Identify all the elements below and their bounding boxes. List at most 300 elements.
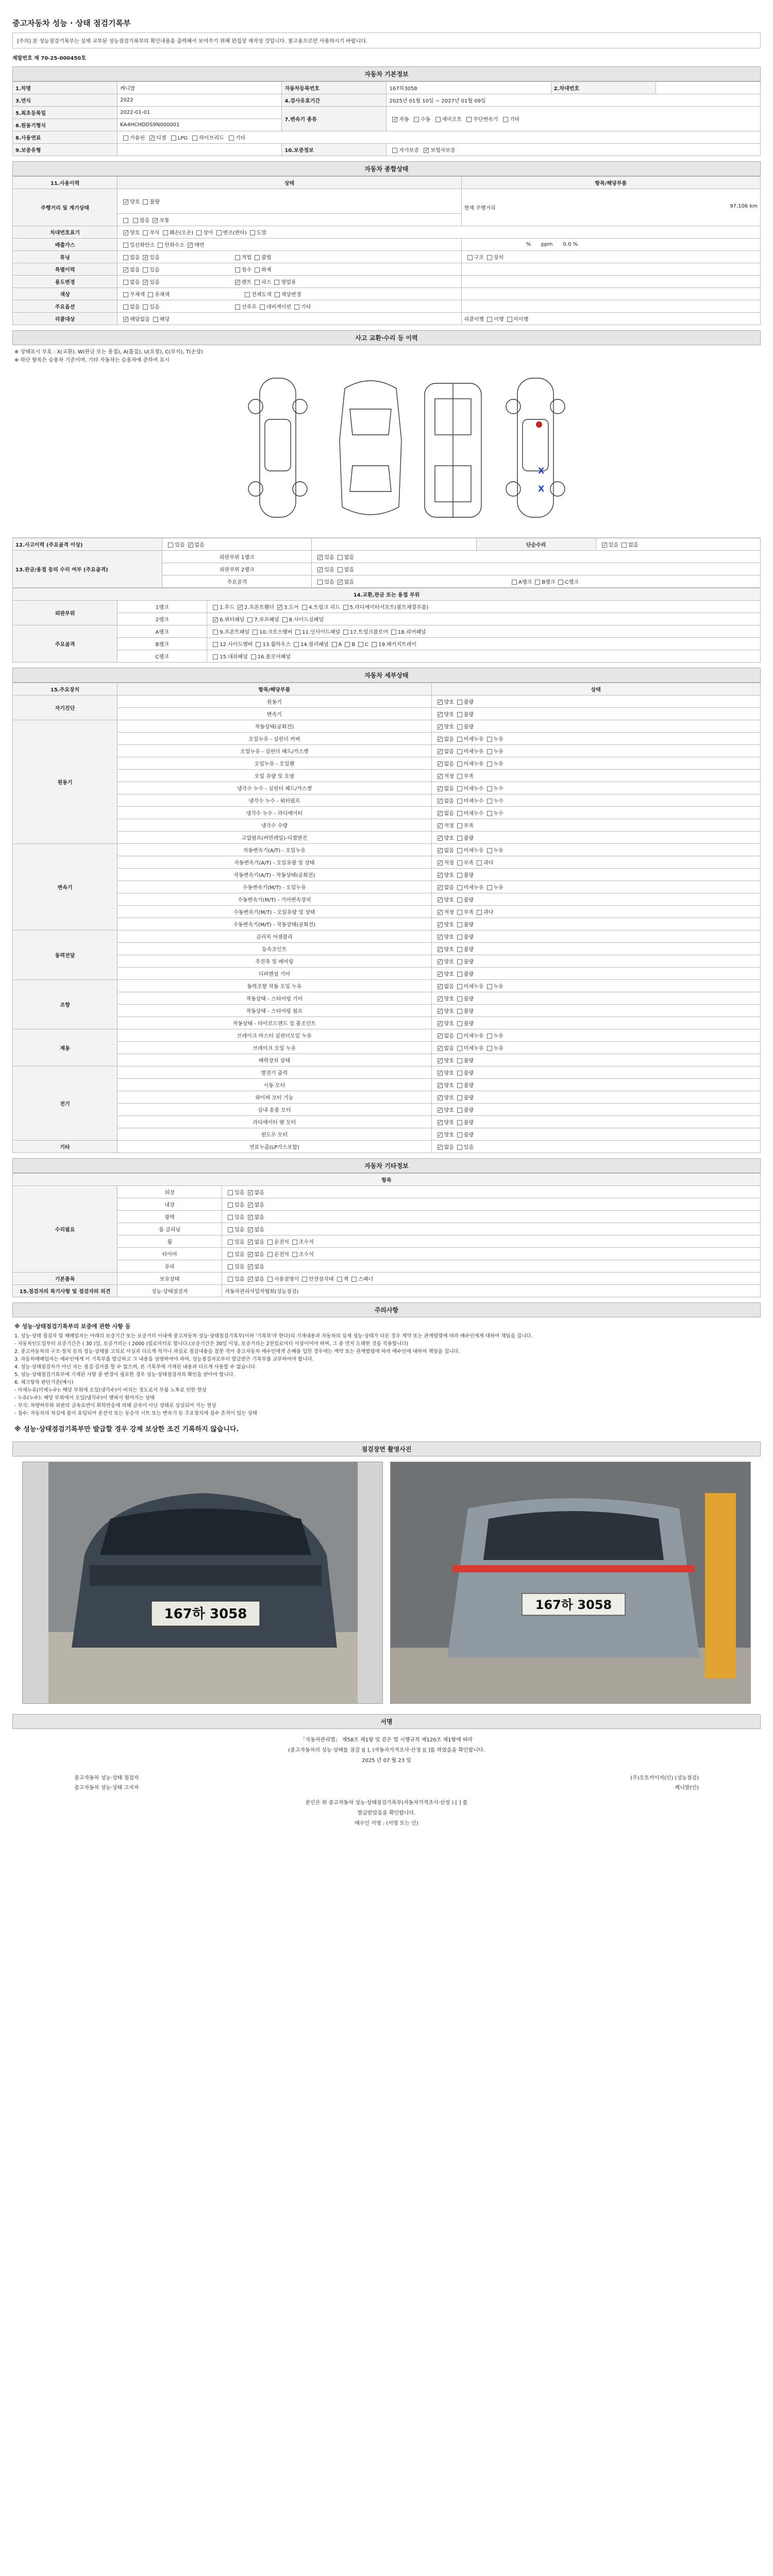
- checkbox[interactable]: [358, 642, 363, 647]
- option-label: 불량: [463, 1021, 474, 1027]
- other-status: [222, 1285, 761, 1297]
- checkbox[interactable]: [337, 1277, 342, 1282]
- option-label: 있음: [149, 267, 160, 273]
- checkbox[interactable]: [467, 255, 473, 260]
- checkbox[interactable]: [438, 774, 443, 779]
- checkbox[interactable]: [188, 243, 193, 248]
- option-label: 양호: [444, 1058, 454, 1064]
- checkbox[interactable]: [216, 230, 222, 235]
- checkbox[interactable]: [438, 885, 443, 890]
- checkbox[interactable]: [438, 1033, 443, 1039]
- checkbox[interactable]: [438, 786, 443, 791]
- checkbox[interactable]: [133, 218, 138, 223]
- checkbox[interactable]: [438, 1108, 443, 1113]
- checkbox[interactable]: [503, 117, 508, 122]
- checkbox[interactable]: [228, 1215, 233, 1220]
- detail-item: 냉각수 누수 - 실린더 헤드/가스켓: [117, 782, 431, 794]
- option-label: 장치: [493, 255, 504, 261]
- detail-status: [431, 992, 760, 1005]
- checkbox[interactable]: [457, 749, 462, 754]
- checkbox[interactable]: [487, 885, 492, 890]
- checkbox[interactable]: [294, 642, 299, 647]
- checkbox[interactable]: [228, 1202, 233, 1208]
- other-item: 타이어: [117, 1248, 222, 1260]
- checkbox[interactable]: [123, 218, 128, 223]
- detail-item: 고압펌프(커먼레일)-디젤엔진: [117, 832, 431, 844]
- detail-status: [431, 1091, 760, 1104]
- option-label: 영업용: [281, 280, 296, 285]
- basic-label: 7.변속기 종류: [282, 107, 386, 131]
- mileage-value: 97,106 km: [730, 204, 758, 209]
- checkbox[interactable]: [558, 580, 563, 585]
- rank-label: C랭크: [117, 650, 207, 663]
- detail-status: [431, 1128, 760, 1141]
- option-label: 누유: [493, 1033, 503, 1039]
- checkbox[interactable]: [438, 712, 443, 717]
- option-label: 양호: [444, 1120, 454, 1126]
- option-label: 있음: [463, 1145, 474, 1150]
- checkbox[interactable]: [438, 935, 443, 940]
- checkbox[interactable]: [457, 972, 462, 977]
- checkbox[interactable]: [267, 1240, 273, 1245]
- option-label: 없음: [254, 1215, 264, 1221]
- checkbox[interactable]: [391, 630, 396, 635]
- basic-value: 2025년 01월 10일 ~ 2027년 01월 09일: [386, 94, 761, 107]
- option-label: 없음: [444, 984, 454, 990]
- checkbox[interactable]: [457, 947, 462, 952]
- checkbox[interactable]: [143, 255, 148, 260]
- other-status: [222, 1248, 761, 1260]
- checkbox[interactable]: [457, 910, 462, 915]
- checkbox[interactable]: [438, 1120, 443, 1125]
- checkbox[interactable]: [457, 848, 462, 853]
- checkbox[interactable]: [438, 1132, 443, 1138]
- checkbox[interactable]: [507, 317, 512, 322]
- checkbox[interactable]: [487, 1033, 492, 1039]
- checkbox[interactable]: [424, 148, 429, 153]
- checkbox[interactable]: [238, 605, 243, 610]
- checkbox[interactable]: [438, 1009, 443, 1014]
- checkbox[interactable]: [158, 243, 163, 248]
- checkbox[interactable]: [457, 737, 462, 742]
- detail-item: 자동변속기(A/T) - 오일누유: [117, 844, 431, 856]
- detail-item: 라디에이터 팬 모터: [117, 1116, 431, 1128]
- checkbox[interactable]: [343, 630, 348, 635]
- checkbox[interactable]: [123, 267, 128, 273]
- checkbox[interactable]: [457, 1083, 462, 1088]
- checkbox[interactable]: [457, 799, 462, 804]
- checkbox[interactable]: [457, 1058, 462, 1063]
- option-label: 도말: [257, 230, 267, 236]
- checkbox[interactable]: [438, 799, 443, 804]
- basic-value: [656, 82, 760, 94]
- checkbox[interactable]: [248, 1277, 253, 1282]
- checkbox[interactable]: [123, 135, 128, 141]
- checkbox[interactable]: [457, 897, 462, 903]
- checkbox[interactable]: [457, 1108, 462, 1113]
- option-label: 누유: [493, 737, 503, 742]
- checkbox[interactable]: [213, 642, 218, 647]
- checkbox[interactable]: [267, 1277, 273, 1282]
- checkbox[interactable]: [248, 1252, 253, 1257]
- checkbox[interactable]: [143, 199, 148, 205]
- option-label: 세미오토: [442, 117, 462, 123]
- checkbox[interactable]: [438, 700, 443, 705]
- checkbox[interactable]: [438, 1046, 443, 1051]
- checkbox[interactable]: [235, 255, 240, 260]
- checkbox[interactable]: [438, 823, 443, 828]
- checkbox[interactable]: [487, 317, 492, 322]
- checkbox[interactable]: [457, 1046, 462, 1051]
- option-label: 디젤: [156, 135, 166, 141]
- checkbox[interactable]: [302, 1277, 307, 1282]
- checkbox[interactable]: [168, 543, 173, 548]
- caution-line: 5. 성능·상태점검기록부에 기재된 사항 중 변경이 필요한 경우 성능·상태점검자의 확인을 받아야 합니다.: [14, 1372, 235, 1378]
- checkbox[interactable]: [438, 897, 443, 903]
- checkbox[interactable]: [438, 1071, 443, 1076]
- buyer-signature-line[interactable]: 매수인 서명 : (서명 또는 인): [355, 1821, 418, 1826]
- detail-item: 오일누유 - 실린더 커버: [117, 733, 431, 745]
- checkbox[interactable]: [457, 1095, 462, 1100]
- option-label: 양호: [444, 1071, 454, 1076]
- checkbox[interactable]: [188, 543, 193, 548]
- option-label: 불법: [261, 255, 272, 261]
- checkbox[interactable]: [602, 543, 607, 548]
- checkbox[interactable]: [143, 304, 148, 310]
- checkbox[interactable]: [487, 799, 492, 804]
- checkbox[interactable]: [255, 255, 260, 260]
- checkbox[interactable]: [438, 724, 443, 730]
- checkbox[interactable]: [294, 304, 299, 310]
- checkbox[interactable]: [487, 811, 492, 816]
- checkbox[interactable]: [457, 922, 462, 927]
- checkbox[interactable]: [487, 984, 492, 989]
- part-label: 1.후드: [220, 605, 235, 611]
- checkbox[interactable]: [487, 848, 492, 853]
- checkbox[interactable]: [457, 873, 462, 878]
- checkbox[interactable]: [213, 630, 218, 635]
- caution-line: - 미세누유(미세누수): 해당 부위에 오일(냉각수)이 비치는 정도로서 부품 노후로 인한 현상: [14, 1387, 207, 1393]
- checkbox[interactable]: [228, 1190, 233, 1195]
- checkbox[interactable]: [438, 959, 443, 964]
- detail-item: 브레이크 오일 누유: [117, 1042, 431, 1054]
- checkbox[interactable]: [248, 1190, 253, 1195]
- option-label: 훼손(오손): [169, 230, 194, 236]
- checkbox[interactable]: [457, 774, 462, 779]
- checkbox[interactable]: [457, 1145, 462, 1150]
- checkbox[interactable]: [457, 836, 462, 841]
- checkbox[interactable]: [148, 292, 153, 297]
- option-label: 적정: [444, 823, 454, 829]
- detail-status: [431, 930, 760, 943]
- checkbox[interactable]: [457, 823, 462, 828]
- checkbox[interactable]: [292, 1240, 297, 1245]
- checkbox[interactable]: [143, 280, 148, 285]
- checkbox[interactable]: [487, 1046, 492, 1051]
- checkbox[interactable]: [123, 255, 128, 260]
- checkbox[interactable]: [248, 1240, 253, 1245]
- checkbox[interactable]: [438, 910, 443, 915]
- detail-item: 배력장치 상태: [117, 1054, 431, 1066]
- checkbox[interactable]: [302, 605, 307, 610]
- checkbox[interactable]: [438, 972, 443, 977]
- option-label: 누수: [493, 786, 503, 792]
- option-label: 누유: [493, 1046, 503, 1052]
- checkbox[interactable]: [248, 1215, 253, 1220]
- detail-status: [431, 832, 760, 844]
- option-label: 없음: [344, 567, 355, 573]
- cautions-title: ※ 성능·상태점검기록부의 보증에 관한 사항 등: [14, 1323, 131, 1330]
- checkbox[interactable]: [457, 984, 462, 989]
- option-label: 불량: [463, 922, 474, 928]
- checkbox[interactable]: [248, 1264, 253, 1269]
- checkbox[interactable]: [153, 218, 158, 223]
- checkbox[interactable]: [372, 642, 377, 647]
- checkbox[interactable]: [247, 617, 253, 622]
- option-label: 없음: [444, 1033, 454, 1039]
- checkbox[interactable]: [123, 199, 128, 205]
- option-label: 가솔린: [130, 135, 145, 141]
- checkbox[interactable]: [282, 617, 288, 622]
- checkbox[interactable]: [457, 1033, 462, 1039]
- checkbox[interactable]: [438, 1145, 443, 1150]
- checkbox[interactable]: [277, 605, 282, 610]
- checkbox[interactable]: [253, 630, 258, 635]
- checkbox[interactable]: [457, 700, 462, 705]
- checkbox[interactable]: [163, 230, 168, 235]
- row-label: 용도변경: [13, 276, 117, 288]
- checkbox[interactable]: [317, 567, 323, 572]
- checkbox[interactable]: [438, 922, 443, 927]
- checkbox[interactable]: [228, 1277, 233, 1282]
- checkbox[interactable]: [457, 885, 462, 890]
- checkbox[interactable]: [213, 605, 218, 610]
- checkbox[interactable]: [235, 267, 240, 273]
- parts-cell: [207, 650, 761, 663]
- section-cautions: 주의사항: [12, 1302, 761, 1317]
- detail-status: [431, 1066, 760, 1079]
- checkbox[interactable]: [457, 1132, 462, 1138]
- checkbox[interactable]: [457, 1009, 462, 1014]
- caution-line: 1. 성능·상태 점검자 및 매매업자는 아래의 보증기간 또는 보증거리 이내에 중고자동차 성능·상태점검기록부(이하 '기록부'라 한다)의 기재내용과 자동차의 실제 성능·상태가 다른 경우 계약 또는 관계법령에 따라 매수인에게 대하여 책임을 집니다.: [14, 1333, 533, 1339]
- checkbox[interactable]: [487, 761, 492, 767]
- option-label: 사용설명서: [274, 1277, 299, 1282]
- checkbox[interactable]: [435, 117, 441, 122]
- checkbox[interactable]: [438, 947, 443, 952]
- basic-value: 2022: [117, 94, 282, 107]
- checkbox[interactable]: [338, 567, 343, 572]
- checkbox[interactable]: [438, 860, 443, 866]
- checkbox[interactable]: [213, 617, 218, 622]
- checkbox[interactable]: [245, 292, 250, 297]
- caution-line: 4. 성능·상태점검자가 아닌 자는 점검·검사를 할 수 없으며, 본 기록부에 기재된 내용과 다르게 사용할 수 없습니다.: [14, 1364, 257, 1370]
- detail-status: [431, 1116, 760, 1128]
- checkbox[interactable]: [438, 1021, 443, 1026]
- checkbox[interactable]: [438, 984, 443, 989]
- checkbox[interactable]: [260, 304, 265, 310]
- checkbox[interactable]: [487, 786, 492, 791]
- checkbox[interactable]: [438, 996, 443, 1002]
- checkbox[interactable]: [317, 555, 323, 560]
- checkbox[interactable]: [143, 267, 148, 273]
- checkbox[interactable]: [438, 1083, 443, 1088]
- checkbox[interactable]: [267, 1252, 273, 1257]
- option-label: 상이: [203, 230, 213, 236]
- option-label: 수동: [420, 117, 431, 123]
- checkbox[interactable]: [457, 712, 462, 717]
- checkbox[interactable]: [535, 580, 540, 585]
- row-label: 외판부위: [13, 601, 117, 625]
- checkbox[interactable]: [621, 543, 627, 548]
- checkbox[interactable]: [457, 811, 462, 816]
- checkbox[interactable]: [477, 860, 482, 866]
- option-label: 없음: [254, 1240, 264, 1245]
- other-item: 외장: [117, 1186, 222, 1198]
- signature-block: [12, 1729, 761, 1772]
- checkbox[interactable]: [414, 117, 419, 122]
- checkbox[interactable]: [143, 230, 148, 235]
- option-label: 미세누유: [463, 885, 484, 891]
- part-label: 11.인사이드패널: [302, 630, 341, 635]
- checkbox[interactable]: [457, 786, 462, 791]
- checkbox[interactable]: [250, 230, 255, 235]
- option-label: 이행: [494, 317, 504, 323]
- checkbox[interactable]: [338, 555, 343, 560]
- checkbox[interactable]: [196, 230, 201, 235]
- checkbox[interactable]: [123, 243, 128, 248]
- option-label: 운전석: [274, 1252, 289, 1258]
- checkbox[interactable]: [248, 1227, 253, 1232]
- checkbox[interactable]: [477, 910, 482, 915]
- detail-status: [431, 856, 760, 869]
- checkbox[interactable]: [345, 642, 350, 647]
- option-label: 불량: [463, 996, 474, 1002]
- checkbox[interactable]: [487, 749, 492, 754]
- checkbox[interactable]: [438, 749, 443, 754]
- option-label: 있음: [175, 543, 185, 548]
- checkbox[interactable]: [438, 811, 443, 816]
- checkbox[interactable]: [457, 724, 462, 730]
- checkbox[interactable]: [256, 642, 261, 647]
- checkbox[interactable]: [343, 605, 348, 610]
- checkbox[interactable]: [248, 1202, 253, 1208]
- option-label: 양호: [130, 199, 140, 205]
- checkbox[interactable]: [487, 737, 492, 742]
- checkbox[interactable]: [123, 317, 128, 322]
- option-label: 양호: [444, 959, 454, 965]
- checkbox[interactable]: [457, 761, 462, 767]
- checkbox[interactable]: [171, 135, 176, 141]
- checkbox[interactable]: [153, 317, 158, 322]
- caution-line: 2. 중고자동차의 구조·장치 등의 성능·상태를 고의로 사실과 다르게 적거나 과실로 점검내용을 잘못 적어 중고자동차 매수인에게 손해를 입힌 경우에는 계약 또는 관계법령에 따라 매수인에 대하여 책임을 집니다.: [14, 1349, 460, 1354]
- checkbox[interactable]: [274, 280, 279, 285]
- option-label: 미세누수: [463, 799, 484, 804]
- checkbox[interactable]: [213, 654, 218, 659]
- checkbox[interactable]: [438, 761, 443, 767]
- checkbox[interactable]: [235, 304, 240, 310]
- checkbox[interactable]: [487, 255, 492, 260]
- checkbox[interactable]: [228, 1264, 233, 1269]
- checkbox[interactable]: [438, 737, 443, 742]
- option-label: 미세누유: [463, 848, 484, 854]
- option-label: 적정: [444, 860, 454, 866]
- checkbox[interactable]: [351, 1277, 357, 1282]
- checkbox[interactable]: [438, 1095, 443, 1100]
- option-label: 부족: [463, 823, 474, 829]
- checkbox[interactable]: [192, 135, 197, 141]
- checkbox[interactable]: [332, 642, 337, 647]
- checkbox[interactable]: [457, 996, 462, 1002]
- checkbox[interactable]: [512, 580, 517, 585]
- detail-status: [431, 696, 760, 708]
- buyer-confirm: [12, 1792, 761, 1835]
- checkbox[interactable]: [123, 230, 128, 235]
- option-label: 기타: [301, 304, 311, 310]
- checkbox[interactable]: [255, 280, 260, 285]
- status-cell: [461, 276, 760, 288]
- checkbox[interactable]: [457, 935, 462, 940]
- checkbox[interactable]: [457, 959, 462, 964]
- option-label: 불량: [463, 1071, 474, 1076]
- checkbox[interactable]: [457, 1071, 462, 1076]
- checkbox[interactable]: [392, 148, 397, 153]
- checkbox[interactable]: [457, 860, 462, 866]
- option-label: 부식: [149, 230, 160, 236]
- detail-item: 수동변속기(M/T) - 작동상태(공회전): [117, 918, 431, 930]
- checkbox[interactable]: [275, 292, 280, 297]
- checkbox[interactable]: [149, 135, 155, 141]
- checkbox[interactable]: [438, 873, 443, 878]
- detail-status: [431, 943, 760, 955]
- option-label: 불량: [463, 1120, 474, 1126]
- detail-item: 와이퍼 모터 기능: [117, 1091, 431, 1104]
- checkbox[interactable]: [228, 1240, 233, 1245]
- photo-front-svg: [23, 1462, 383, 1704]
- checkbox[interactable]: [123, 280, 128, 285]
- checkbox[interactable]: [457, 1021, 462, 1026]
- checkbox[interactable]: [255, 267, 260, 273]
- status-cell: [117, 276, 461, 288]
- checkbox[interactable]: [338, 580, 343, 585]
- option-label: 무단변속기: [473, 117, 498, 123]
- checkbox[interactable]: [392, 117, 397, 122]
- inspector-note: 자동차관리사업자협회(성능점검): [225, 1289, 299, 1295]
- checkbox[interactable]: [251, 654, 256, 659]
- detail-item: 냉각수 누수 - 라디에이터: [117, 807, 431, 819]
- photo-rear-svg: [391, 1462, 751, 1704]
- checkbox[interactable]: [123, 304, 128, 310]
- detail-item: 냉각수 수량: [117, 819, 431, 832]
- option-label: 있음: [234, 1190, 245, 1196]
- option-label: 양호: [130, 230, 140, 236]
- option-label: 미세누수: [463, 811, 484, 817]
- checkbox[interactable]: [466, 117, 472, 122]
- checkbox[interactable]: [228, 1252, 233, 1257]
- checkbox[interactable]: [292, 1252, 297, 1257]
- checkbox[interactable]: [228, 1227, 233, 1232]
- checkbox[interactable]: [295, 630, 300, 635]
- checkbox[interactable]: [123, 292, 128, 297]
- checkbox[interactable]: [438, 848, 443, 853]
- option-label: 없음: [254, 1227, 264, 1233]
- checkbox[interactable]: [317, 580, 323, 585]
- checkbox[interactable]: [457, 1120, 462, 1125]
- checkbox[interactable]: [229, 135, 234, 141]
- checkbox[interactable]: [438, 1058, 443, 1063]
- row-label: 주요옵션: [13, 300, 117, 313]
- checkbox[interactable]: [438, 836, 443, 841]
- checkbox[interactable]: [235, 280, 240, 285]
